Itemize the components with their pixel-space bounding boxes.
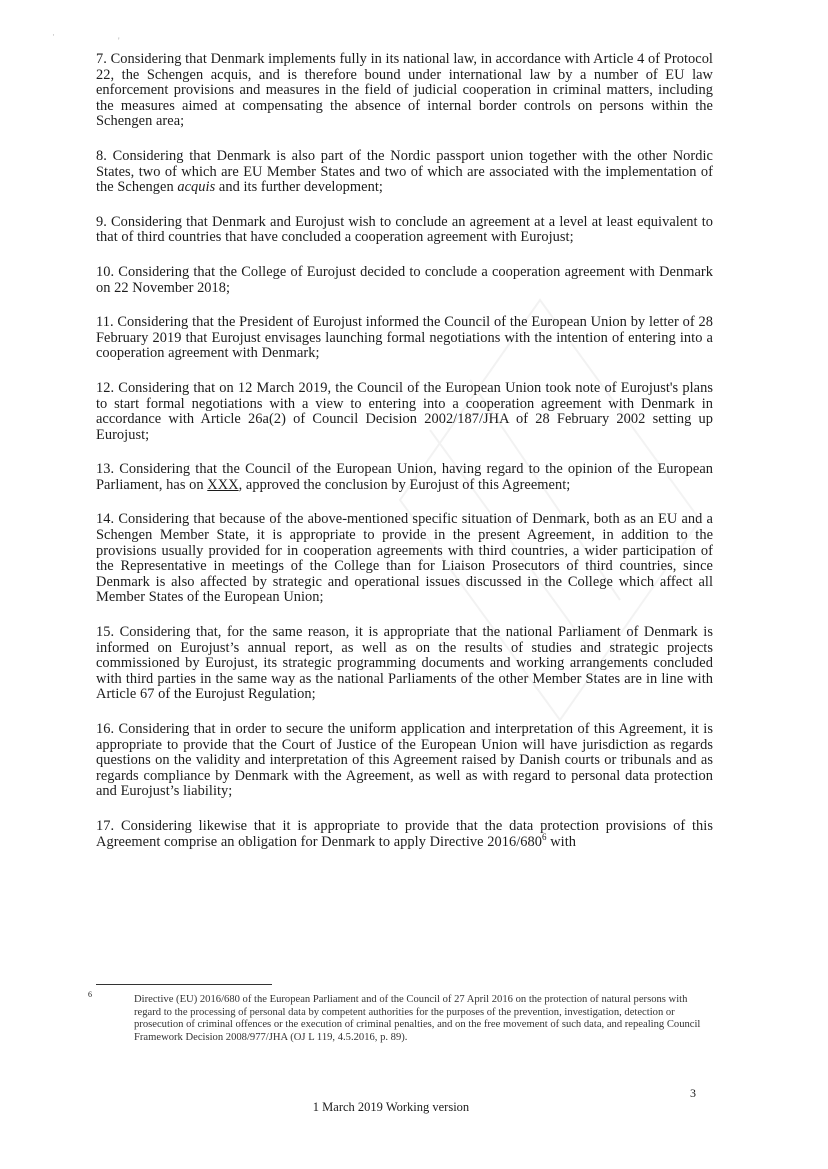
recital-13: 13. Considering that the Council of the European Union, having regard to the opinion of the European Parliament, has on XXX, approved the conclusion by Eurojust of this Agreement; [96, 461, 713, 493]
page-number: 3 [690, 1086, 696, 1100]
recital-11: 11. Considering that the President of Eurojust informed the Council of the European Union by letter of 28 February 2019 that Eurojust envisages launching formal negotiations with the intention of entering into a cooperation agreement with Denmark; [96, 314, 713, 362]
recital-17: 17. Considering likewise that it is appropriate to provide that the data protection provisions of this Agreement comprise an obligation for Denmark to apply Directive $2016/680^6$ with [96, 817, 713, 850]
footnote-marker: 6 [88, 990, 92, 999]
recital-7: 7. Considering that Denmark implements fully in its national law, in accordance with Article 4 of Protocol 22, the Schengen acquis, and is therefore bound under international law by a number of EU law enforcement provisions and measures in the field of judicial cooperation in criminal matters, including the measures aimed at compensating the absence of internal border controls on persons within the Schengen area; [96, 51, 713, 130]
recital-10: 10. Considering that the College of Eurojust decided to conclude a cooperation agreement with Denmark on 22 November 2018; [96, 263, 713, 296]
scan-mark: · [52, 30, 55, 40]
footnote-reference[interactable]: 6 [542, 831, 547, 842]
scan-mark: ' [118, 36, 120, 46]
recital-14: 14. Considering that because of the above-mentioned specific situation of Denmark, both as an EU and a Schengen Member State, it is appropriate to provide in the present Agreement, in addition to the provisions usually provided for in cooperation agreements with third countries, a wider participation of the Representative in meetings of the College than for Liaison Prosecutors of third countries, since Denmark is also affected by strategic and operational issues discussed in the College which affect all Member States of the European Union; [96, 511, 713, 606]
recital-12: 12. Considering that on 12 March 2019, the Council of the European Union took note of Eurojust's plans to start formal negotiations with a view to entering into a cooperation agreement with Denmark in accordance with Article 26a(2) of Council Decision 2002/187/JHA of 28 February 2002 setting up Eurojust; [96, 379, 713, 443]
recital-9: 9. Considering that Denmark and Eurojust wish to conclude an agreement at a level at least equivalent to that of third countries that have concluded a cooperation agreement with Eurojust; [96, 213, 713, 246]
body-text [96, 52, 713, 850]
recital-8: 8. Considering that Denmark is also part of the Nordic passport union together with the other Nordic States, two of which are EU Member States and two of which are associated with the implementation of the Schengen acquis and its further development; [96, 147, 713, 196]
recital-16: 16. Considering that in order to secure the uniform application and interpretation of this Agreement, it is appropriate to provide that the Court of Justice of the European Union will have jurisdiction as regards questions on the validity and interpretation of this Agreement raised by Danish courts or tribunals and as regards compliance by Denmark with the Agreement, as well as with regard to personal data protection and Eurojust’s liability; [96, 721, 713, 800]
footnote-text: Directive (EU) 2016/680 of the European Parliament and of the Council of 27 April 2016 on the protection of natural persons with regard to the processing of personal data by competent authorities for the purposes of the prevention, investigation, detection or prosecution of criminal offences or the execution of criminal penalties, and on the free movement of such data, and repealing Council Framework Decision 2008/977/JHA (OJ L 119, 4.5.2016, p. 89). [134, 994, 701, 1043]
footnote-separator [96, 984, 272, 985]
recital-15: 15. Considering that, for the same reason, it is appropriate that the national Parliament of Denmark is informed on Eurojust’s annual report, as well as on the results of studies and strategic projects commissioned by Eurojust, its strategic programming documents and working arrangements concluded with third parties in the same way as the national Parliaments of the other Member States are in line with Article 67 of the Eurojust Regulation; [96, 624, 713, 703]
footer-version: 1 March 2019 Working version [312, 1100, 470, 1114]
